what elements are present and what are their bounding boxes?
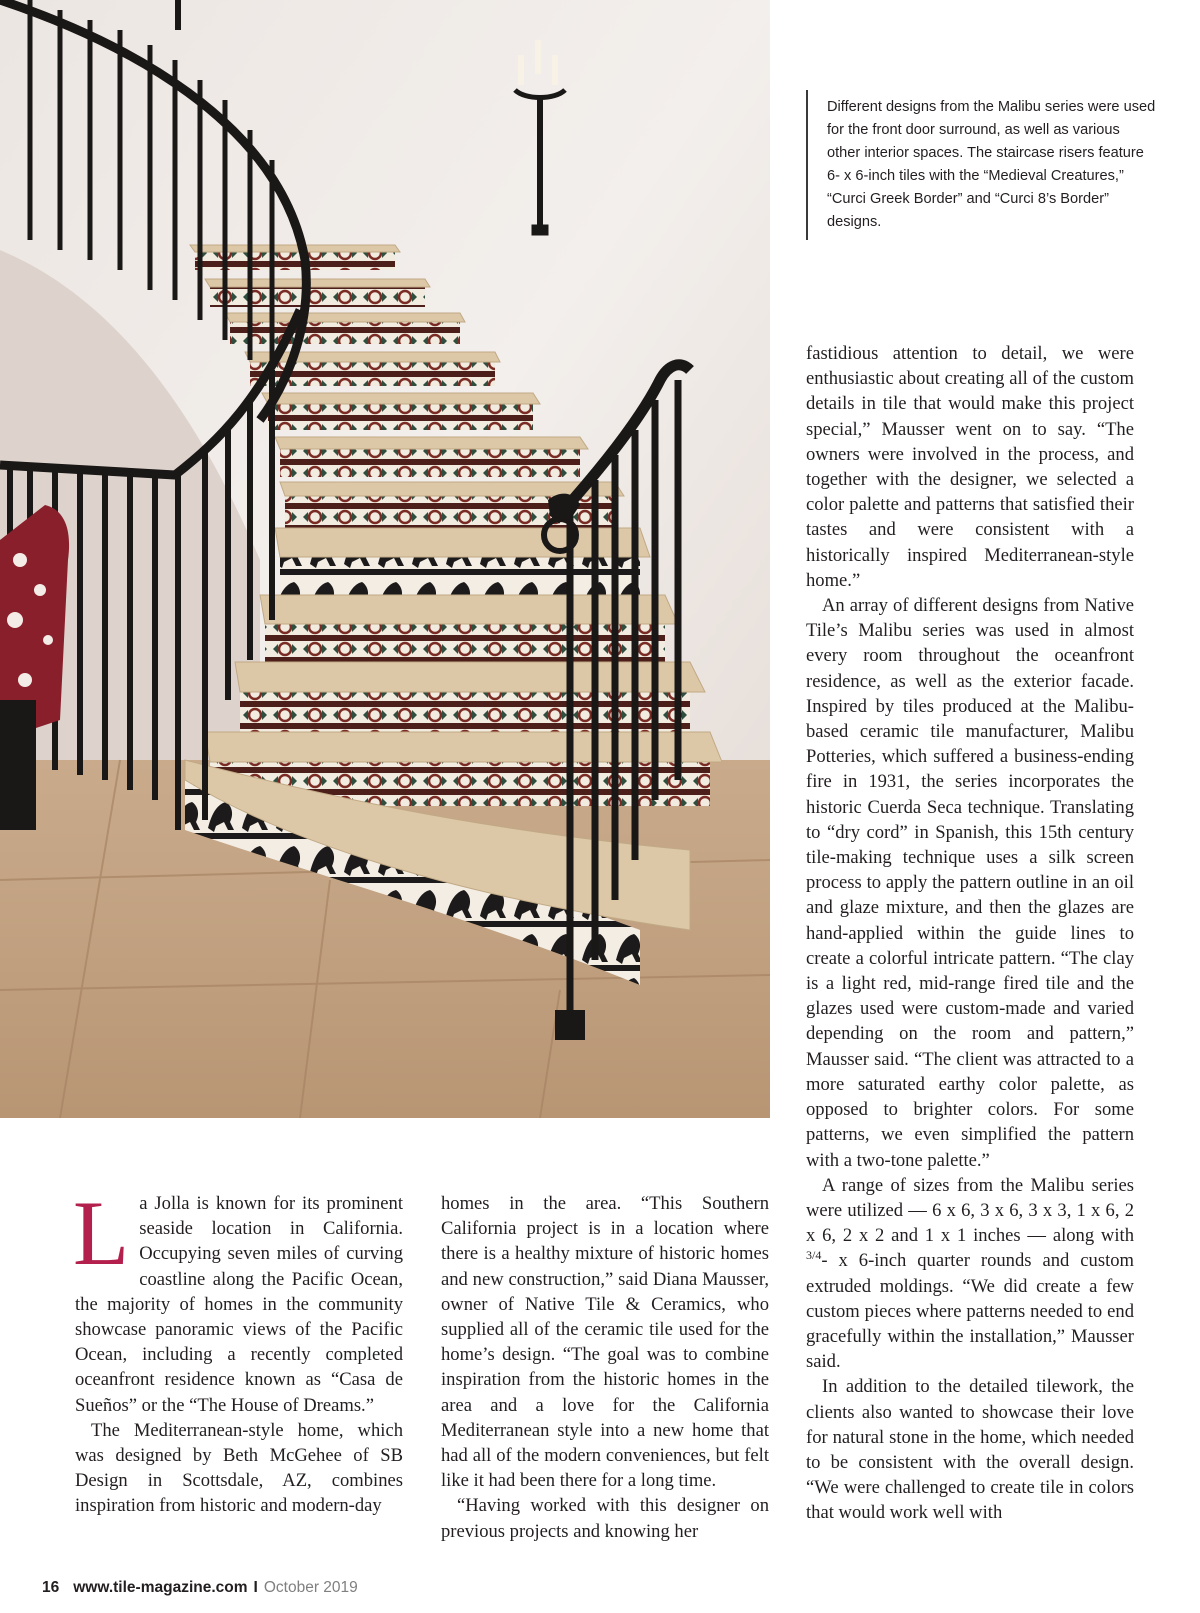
article-column-1 bbox=[73, 1182, 403, 1519]
article-paragraph: The Mediterranean-style home, which was designed by Beth McGehee of SB Design in Scottsdale, AZ, combines inspiration from historic and modern-day bbox=[75, 1419, 403, 1517]
paragraph-text: - x 6-inch quarter rounds and custom extruded moldings. “We did create a few custom pieces where patterns needed to end gracefully within the installation,” Mausser said. bbox=[806, 1250, 1134, 1373]
footer-separator: I bbox=[253, 1579, 258, 1596]
fraction: 3/4 bbox=[806, 1248, 822, 1263]
article-paragraph: An array of different designs from Native Tile’s Malibu series was used in almost every room throughout the oceanfront residence, as well as the exterior facade. Inspired by tiles produced at the Malibu-based ceramic tile manufacturer, Malibu Potteries, which suffered a business-ending fire in 1931, the series incorporates the historic Cuerda Seca technique. Translating to “dry cord” in Spanish, this 15th century tile-making technique uses a silk screen process to apply the pattern outline in an oil and glaze mixture, and then the glazes are hand-applied within the guide lines to create a colorful intricate pattern. “The clay is a light red, mid-range fired tile and the glazes used were custom-made and varied depending on the room and pattern,” Mausser said. “The client was attracted to a more saturated earthy color palette, as opposed to brighter colors. For some patterns, we even simplified the pattern with a two-tone palette.” bbox=[806, 595, 1134, 1171]
article-paragraph bbox=[73, 1182, 403, 1418]
article-paragraph: “Having worked with this designer on previous projects and knowing her bbox=[441, 1495, 769, 1542]
paragraph-text: a Jolla is known for its prominent seaside location in California. Occupying seven miles of curving coastline along the Pacific Ocean, the majority of homes in the community showcase panoramic views of the Pacific Ocean, including a recently completed oceanfront residence known as “Casa de Sueños” or the “The House of Dreams.” bbox=[75, 1193, 403, 1416]
page-footer bbox=[42, 1579, 358, 1597]
article-paragraph: homes in the area. “This Southern California project is in a location where there is a healthy mixture of historic homes and new construction,” said Diana Mausser, owner of Native Tile & Ceramics, who supplied all of the ceramic tile used for the home’s design. “The goal was to combine inspiration from the historic homes in the area and a love for the California Mediterranean style into a new home that had all of the modern conveniences, but felt like it had been there for a long time. bbox=[441, 1193, 769, 1492]
page-number: 16 bbox=[42, 1579, 60, 1596]
article-column-2 bbox=[441, 1191, 769, 1544]
staircase-photo bbox=[0, 0, 770, 1118]
article-paragraph: fastidious attention to detail, we were enthusiastic about creating all of the custom details in tile that would make this project special,” Mausser went on to say. “The owners were involved in the process, and together with the designer, we selected a color palette and patterns that satisfied their tastes and were consistent with a historically inspired Mediterranean-style home.” bbox=[806, 343, 1134, 591]
magazine-url[interactable]: www.tile-magazine.com bbox=[73, 1579, 248, 1596]
article-paragraph: In addition to the detailed tilework, the clients also wanted to showcase their love for natural stone in the home, which needed to be consistent with the overall design. “We were challenged to create tile in colors that would work well with bbox=[806, 1376, 1134, 1524]
photo-caption: Different designs from the Malibu series were used for the front door surround, as well as various other interior spaces. The staircase risers feature 6- x 6-inch tiles with the “Medieval Creatures,” “Curci Greek Border” and “Curci 8’s Border” designs. bbox=[806, 90, 1157, 240]
issue-date: October 2019 bbox=[263, 1579, 358, 1596]
paragraph-text: A range of sizes from the Malibu series were utilized — 6 x 6, 3 x 6, 3 x 3, 1 x 6, 2 x 6, 2 x 2 and 1 x 1 inches — along with bbox=[806, 1174, 1134, 1247]
article-column-3 bbox=[806, 341, 1134, 1526]
drop-cap: L bbox=[73, 1182, 130, 1284]
article-paragraph bbox=[806, 1173, 1134, 1375]
